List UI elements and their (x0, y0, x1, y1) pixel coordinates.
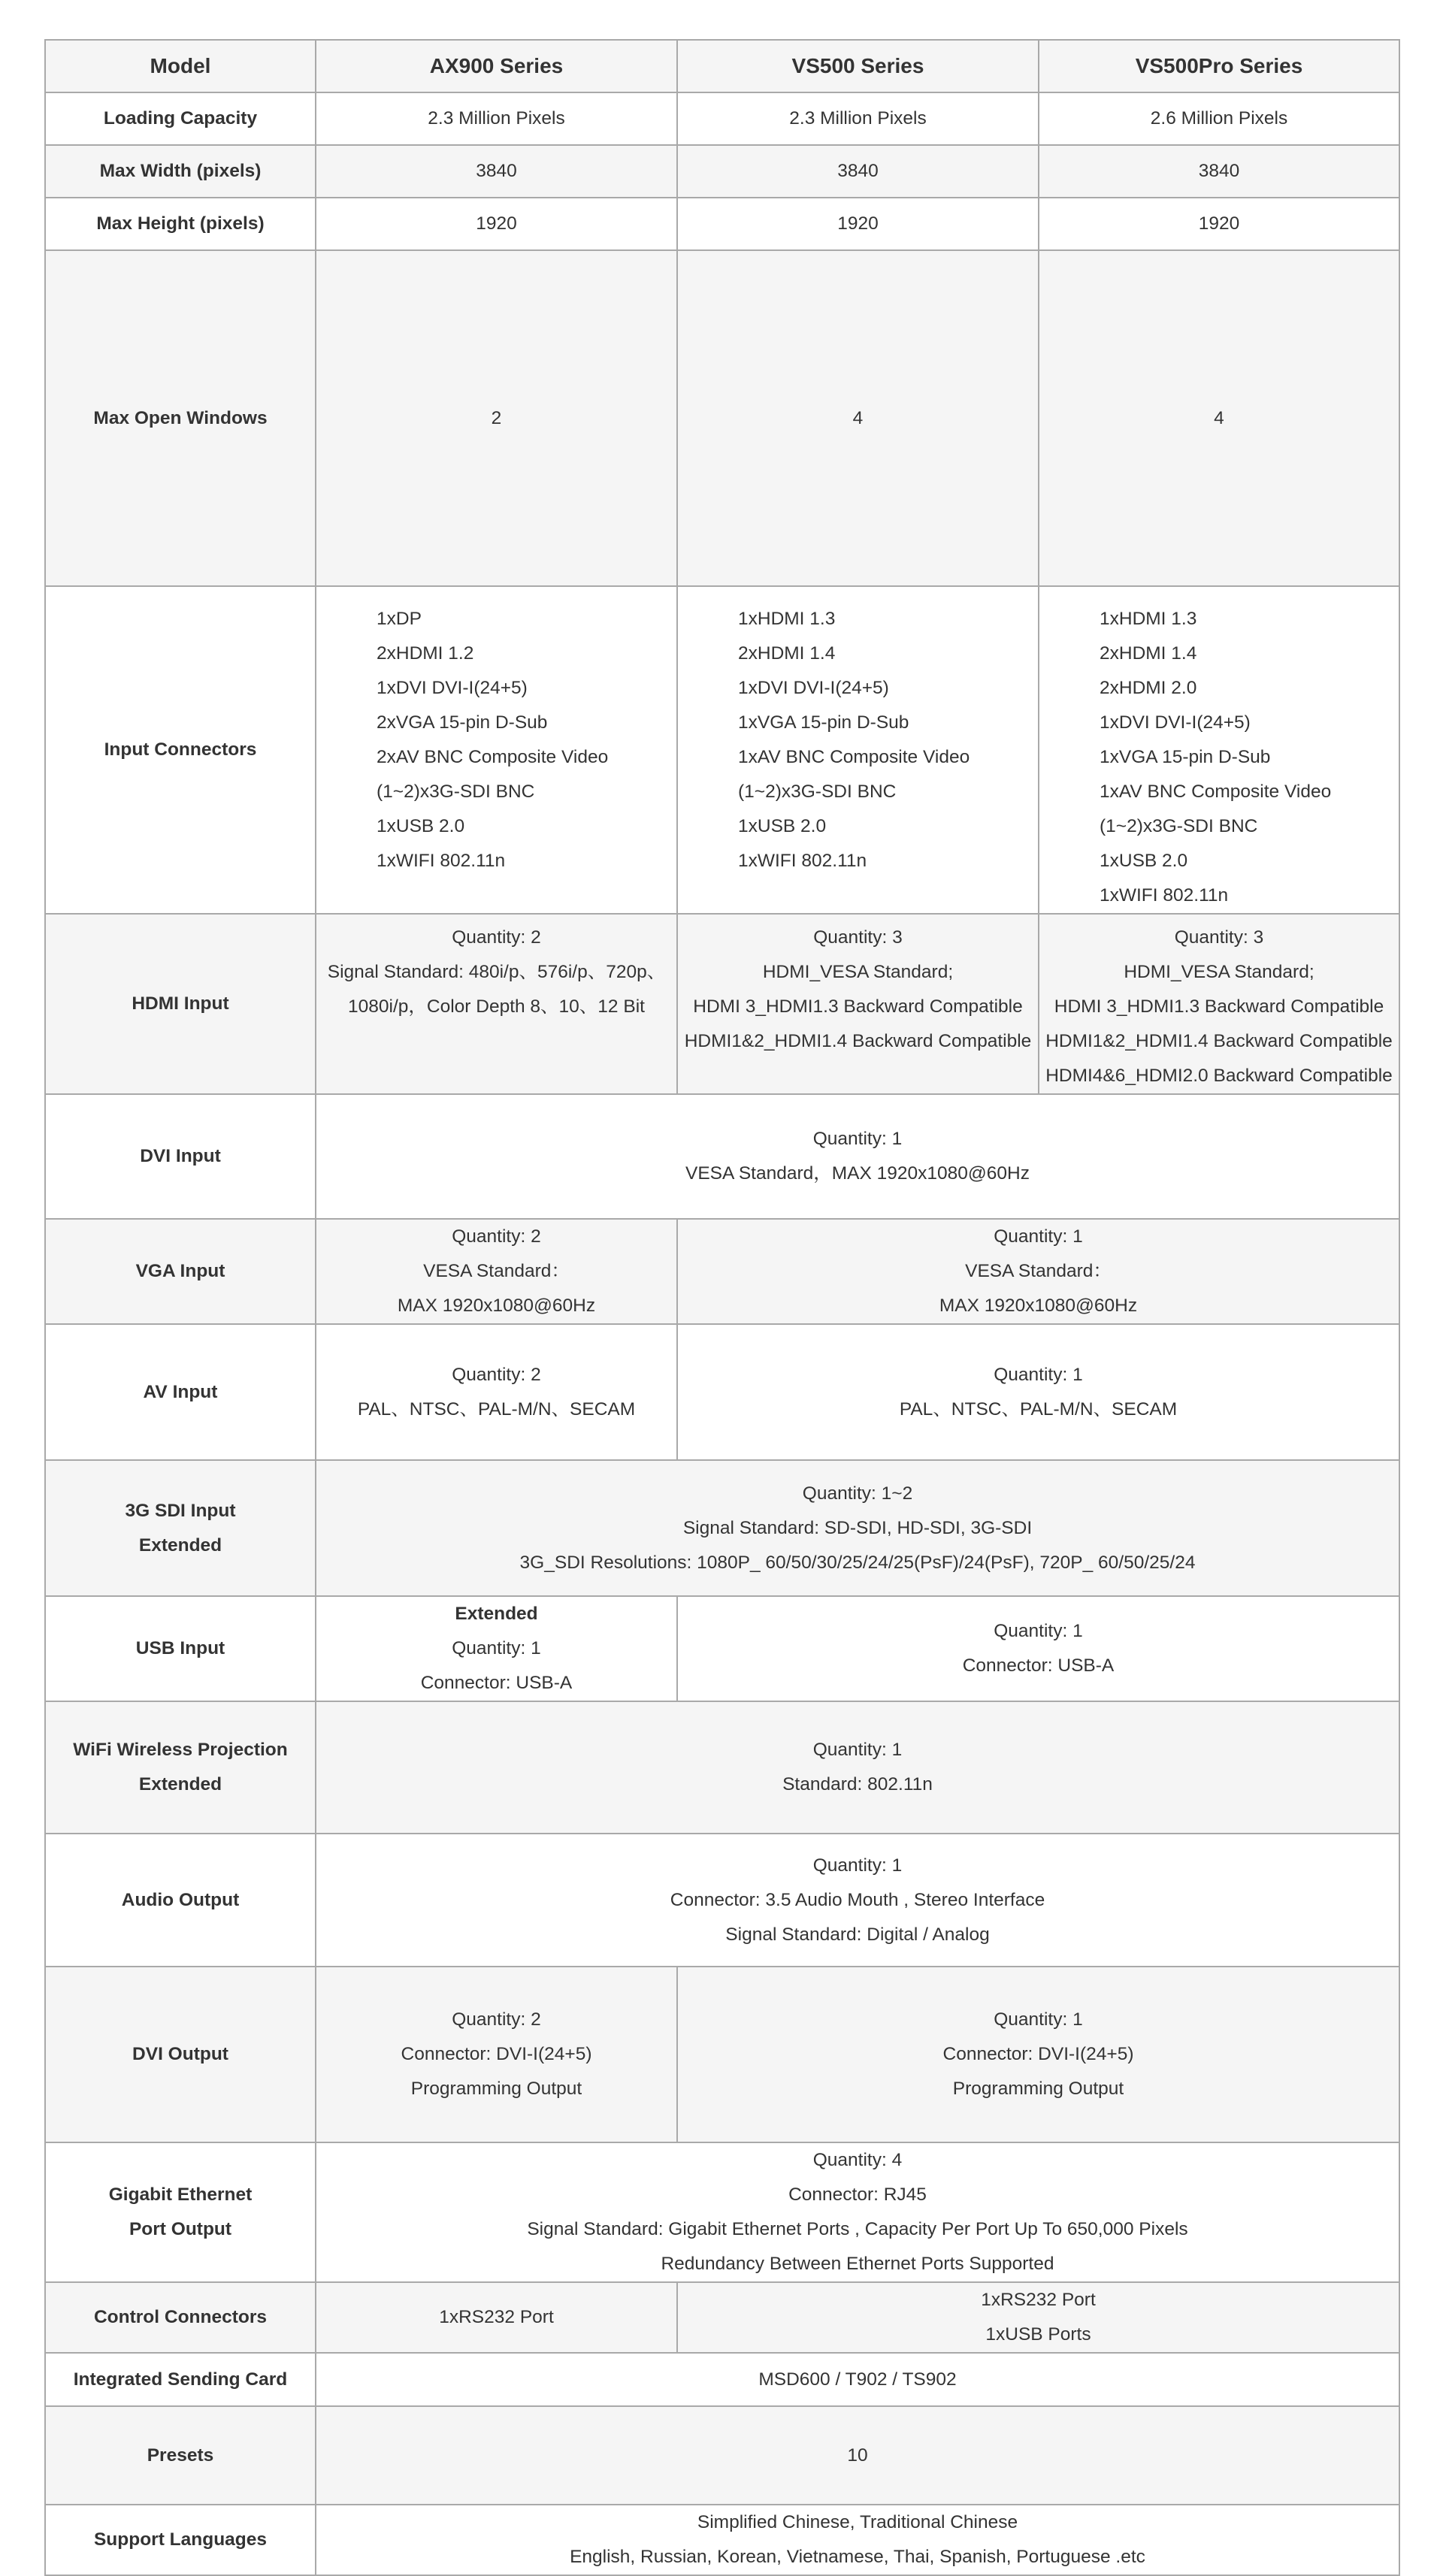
row-header (45, 1701, 316, 1834)
cell-text (681, 1358, 1396, 1427)
row-header (45, 1967, 316, 2142)
cell-line: Redundancy Between Ethernet Ports Supported (661, 2254, 1054, 2274)
table-row-presets (45, 2406, 1399, 2505)
cell-line: 2xHDMI 1.2 (377, 643, 474, 664)
cell-line: 2xHDMI 1.4 (738, 643, 836, 664)
row-header-line: Port Output (129, 2219, 232, 2239)
cell-text (681, 921, 1035, 1059)
cell-text (319, 207, 673, 241)
cell-line: 10 (847, 2444, 868, 2466)
table-cell (677, 198, 1039, 250)
cell-text (319, 401, 673, 436)
row-header-line: Max Height (pixels) (96, 213, 265, 234)
cell-text (319, 2143, 1396, 2281)
row-header-line: Gigabit Ethernet (108, 2184, 253, 2205)
cell-text (738, 602, 1035, 878)
table-cell (316, 1701, 1399, 1834)
cell-line: 1xUSB 2.0 (1100, 851, 1188, 871)
cell-line: PAL、NTSC、PAL-M/N、SECAM (899, 1398, 1178, 1420)
cell-line: 1xVGA 15-pin D-Sub (738, 712, 909, 733)
cell-line: (1~2)x3G-SDI BNC (738, 782, 897, 802)
cell-line: 3840 (1198, 161, 1240, 181)
cell-text (681, 154, 1035, 189)
row-header-line: Max Width (pixels) (99, 161, 262, 181)
table-cell (316, 2505, 1399, 2575)
cell-text (1042, 207, 1396, 241)
table-cell (1039, 92, 1399, 145)
table-cell (316, 145, 677, 198)
row-header (45, 1324, 316, 1460)
table-row-dvi-output (45, 1967, 1399, 2142)
row-header-line: Support Languages (93, 2529, 268, 2550)
cell-line: Quantity: 2 (452, 927, 541, 948)
cell-text (681, 207, 1035, 241)
table-cell (677, 250, 1039, 586)
cell-line: 1xVGA 15-pin D-Sub (1100, 747, 1271, 767)
table-cell (1039, 198, 1399, 250)
cell-line: Quantity: 2 (452, 1364, 541, 1385)
table-row-audio-output (45, 1834, 1399, 1967)
cell-line: Connector: USB-A (420, 1673, 573, 1693)
cell-line: 1xUSB Ports (985, 2324, 1091, 2345)
cell-line: Quantity: 1 (994, 1226, 1083, 1247)
cell-line: HDMI1&2_HDMI1.4 Backward Compatible (684, 1031, 1032, 1051)
cell-line: 2xAV BNC Composite Video (377, 747, 609, 767)
table-cell (316, 586, 677, 914)
table-cell (316, 1460, 1399, 1596)
cell-text (377, 602, 673, 878)
cell-line: VESA Standard： (423, 1261, 570, 1281)
cell-line: 1920 (1198, 213, 1240, 234)
table-row-control-connectors (45, 2282, 1399, 2353)
row-header (45, 2142, 316, 2282)
table-cell (677, 1967, 1399, 2142)
column-header-model: Model (45, 40, 316, 92)
cell-line: Quantity: 1~2 (802, 1483, 913, 1504)
row-header-line: Extended (138, 1774, 222, 1794)
table-cell (677, 92, 1039, 145)
cell-line: HDMI_VESA Standard; (1124, 962, 1314, 982)
cell-text (319, 2003, 673, 2106)
cell-line: Quantity: 1 (812, 1129, 903, 1149)
cell-line: Simplified Chinese, Traditional Chinese (697, 2512, 1018, 2532)
row-header-line: Input Connectors (104, 739, 257, 760)
cell-text (319, 1733, 1396, 1802)
cell-line: 2.6 Million Pixels (1150, 108, 1288, 128)
cell-line: Programming Output (410, 2079, 582, 2099)
row-header-line: Extended (138, 1534, 222, 1556)
row-header-line: WiFi Wireless Projection (73, 1740, 288, 1760)
cell-text (1042, 154, 1396, 189)
table-row-hdmi-input (45, 914, 1399, 1094)
table-cell (677, 145, 1039, 198)
cell-text (319, 921, 673, 1024)
cell-text (319, 2505, 1396, 2574)
row-header-line: Presets (147, 2444, 214, 2466)
table-cell (1039, 914, 1399, 1094)
table-cell (316, 198, 677, 250)
cell-line: HDMI 3_HDMI1.3 Backward Compatible (693, 996, 1023, 1017)
cell-text (319, 1477, 1396, 1580)
row-header-line: Control Connectors (93, 2307, 268, 2327)
cell-line: 1xUSB 2.0 (738, 816, 827, 836)
cell-line: Signal Standard: 480i/p、576i/p、720p、 (327, 962, 666, 982)
cell-text (681, 2283, 1396, 2352)
row-header (45, 250, 316, 586)
row-header (45, 1219, 316, 1324)
table-cell (316, 2142, 1399, 2282)
table-row-input-connectors (45, 586, 1399, 914)
row-header (45, 1834, 316, 1967)
table-cell (316, 1094, 1399, 1219)
cell-line: HDMI 3_HDMI1.3 Backward Compatible (1054, 996, 1384, 1017)
table-cell (316, 250, 677, 586)
cell-line: 1xWIFI 802.11n (1100, 885, 1229, 906)
cell-line: VESA Standard： (965, 1261, 1112, 1281)
cell-text (319, 1849, 1396, 1952)
cell-line: 1xDVI DVI-I(24+5) (1100, 712, 1251, 733)
table-cell (316, 1324, 677, 1460)
cell-line: English, Russian, Korean, Vietnamese, Thai, Spanish, Portuguese .etc (570, 2547, 1145, 2567)
table-row-max-width-pixels (45, 145, 1399, 198)
cell-line: Quantity: 2 (452, 1226, 541, 1247)
row-header-line: Loading Capacity (103, 108, 258, 128)
cell-text (319, 1358, 673, 1427)
table-cell (677, 2282, 1399, 2353)
cell-line: 4 (1214, 407, 1224, 428)
cell-line: Connector: USB-A (962, 1655, 1115, 1676)
cell-line: Extended (455, 1604, 538, 1624)
cell-line: 1xWIFI 802.11n (738, 851, 867, 871)
table-row-3g-sdi-input-extended (45, 1460, 1399, 1596)
row-header-line: DVI Input (140, 1146, 221, 1166)
cell-line: MSD600 / T902 / TS902 (758, 2369, 957, 2390)
cell-line: MAX 1920x1080@60Hz (397, 1296, 596, 1316)
cell-line: 1080i/p，Color Depth 8、10、12 Bit (348, 996, 645, 1017)
table-cell (1039, 250, 1399, 586)
cell-line: 1xUSB 2.0 (377, 816, 465, 836)
cell-line: Quantity: 1 (452, 1638, 541, 1658)
cell-line: MAX 1920x1080@60Hz (939, 1296, 1138, 1316)
table-row-max-open-windows (45, 250, 1399, 586)
cell-line: Quantity: 2 (452, 2009, 541, 2030)
cell-line: Quantity: 3 (813, 927, 903, 948)
table-cell (316, 914, 677, 1094)
cell-line: 2.3 Million Pixels (789, 108, 927, 128)
row-header (45, 914, 316, 1094)
table-row-av-input (45, 1324, 1399, 1460)
row-header (45, 92, 316, 145)
cell-text (319, 1597, 673, 1701)
row-header-line: USB Input (135, 1638, 225, 1658)
cell-line: Quantity: 1 (994, 1621, 1083, 1641)
row-header (45, 1596, 316, 1701)
cell-line: (1~2)x3G-SDI BNC (1100, 816, 1258, 836)
cell-line: Quantity: 1 (994, 2009, 1083, 2030)
cell-text (1100, 602, 1396, 913)
cell-line: 1920 (476, 213, 517, 234)
cell-line: 2.3 Million Pixels (428, 108, 565, 128)
cell-line: 3G_SDI Resolutions: 1080P_ 60/50/30/25/24/25(PsF)/24(PsF), 720P_ 60/50/25/24 (519, 1552, 1196, 1573)
cell-line: Standard: 802.11n (782, 1774, 933, 1794)
table-row-loading-capacity (45, 92, 1399, 145)
table-row-integrated-sending-card (45, 2353, 1399, 2406)
cell-text (319, 1122, 1396, 1191)
cell-line: Quantity: 1 (994, 1364, 1083, 1385)
cell-line: VESA Standard，MAX 1920x1080@60Hz (685, 1163, 1030, 1184)
table-cell (1039, 586, 1399, 914)
cell-text (1042, 101, 1396, 136)
cell-line: 1xDVI DVI-I(24+5) (377, 678, 528, 698)
cell-line: 1920 (837, 213, 879, 234)
table-row-gigabit-ethernet-port-output (45, 2142, 1399, 2282)
table-cell (316, 2282, 677, 2353)
row-header-line: DVI Output (132, 2044, 228, 2064)
table-cell (677, 1596, 1399, 1701)
cell-text (319, 2300, 673, 2335)
table-row-usb-input (45, 1596, 1399, 1701)
row-header (45, 198, 316, 250)
cell-line: 2xHDMI 1.4 (1100, 643, 1197, 664)
table-cell (677, 586, 1039, 914)
cell-line: Connector: 3.5 Audio Mouth , Stereo Interface (670, 1889, 1045, 1910)
cell-line: (1~2)x3G-SDI BNC (377, 782, 535, 802)
row-header (45, 145, 316, 198)
table-cell (316, 1967, 677, 2142)
table-row-vga-input (45, 1219, 1399, 1324)
cell-line: 1xDP (377, 609, 422, 629)
table-cell (316, 1596, 677, 1701)
table-cell (677, 914, 1039, 1094)
cell-text (681, 1220, 1396, 1323)
cell-line: 1xDVI DVI-I(24+5) (738, 678, 889, 698)
cell-line: 4 (852, 407, 864, 428)
table-cell (1039, 145, 1399, 198)
cell-text (319, 101, 673, 136)
column-header-ax900: AX900 Series (316, 40, 677, 92)
cell-text (319, 1220, 673, 1323)
row-header-line: Audio Output (121, 1889, 240, 1910)
cell-line: 1xHDMI 1.3 (738, 609, 836, 629)
cell-line: 1xWIFI 802.11n (377, 851, 506, 871)
row-header-line: VGA Input (135, 1261, 225, 1281)
cell-line: 1xRS232 Port (981, 2290, 1096, 2310)
table-row-wifi-wireless-projection-extended (45, 1701, 1399, 1834)
cell-line: 1xAV BNC Composite Video (1100, 782, 1332, 802)
row-header (45, 2406, 316, 2505)
cell-line: PAL、NTSC、PAL-M/N、SECAM (357, 1398, 636, 1420)
row-header-line: Integrated Sending Card (73, 2369, 288, 2390)
row-header (45, 2282, 316, 2353)
row-header (45, 1094, 316, 1219)
cell-text (319, 154, 673, 189)
cell-line: 3840 (476, 161, 517, 181)
header-row (45, 40, 1399, 92)
row-header-line: Max Open Windows (93, 407, 268, 428)
column-header-vs500: VS500 Series (677, 40, 1039, 92)
cell-line: 2 (491, 407, 502, 428)
cell-text (319, 2438, 1396, 2473)
cell-line: Connector: RJ45 (788, 2184, 927, 2205)
row-header-line: AV Input (143, 1381, 218, 1402)
cell-line: 2xVGA 15-pin D-Sub (377, 712, 548, 733)
table-cell (316, 2406, 1399, 2505)
cell-line: 3840 (837, 161, 879, 181)
cell-line: 1xHDMI 1.3 (1100, 609, 1197, 629)
cell-line: Signal Standard: SD-SDI, HD-SDI, 3G-SDI (682, 1517, 1033, 1538)
cell-text (319, 2363, 1396, 2397)
cell-text (1042, 401, 1396, 436)
cell-line: 1xAV BNC Composite Video (738, 747, 970, 767)
column-header-vs500pro: VS500Pro Series (1039, 40, 1399, 92)
cell-line: Programming Output (952, 2079, 1124, 2099)
spec-comparison-table (44, 39, 1400, 2576)
cell-line: Quantity: 3 (1174, 927, 1264, 948)
table-cell (316, 1834, 1399, 1967)
cell-line: Signal Standard: Digital / Analog (725, 1924, 990, 1945)
table-row-support-languages (45, 2505, 1399, 2575)
table-cell (316, 92, 677, 145)
cell-line: Quantity: 1 (812, 1740, 903, 1760)
cell-text (681, 2003, 1396, 2106)
row-header (45, 1460, 316, 1596)
table-row-max-height-pixels (45, 198, 1399, 250)
cell-text (681, 401, 1035, 436)
table-cell (677, 1219, 1399, 1324)
table-cell (677, 1324, 1399, 1460)
row-header-line: HDMI Input (132, 993, 229, 1014)
table-cell (316, 1219, 677, 1324)
table-row-dvi-input (45, 1094, 1399, 1219)
cell-text (681, 1614, 1396, 1683)
row-header (45, 2353, 316, 2406)
cell-line: Connector: DVI-I(24+5) (942, 2044, 1134, 2064)
cell-line: Connector: DVI-I(24+5) (401, 2044, 592, 2064)
row-header-line: 3G SDI Input (125, 1500, 236, 1521)
row-header (45, 586, 316, 914)
cell-line: Signal Standard: Gigabit Ethernet Ports , Capacity Per Port Up To 650,000 Pixels (527, 2219, 1188, 2239)
cell-text (681, 101, 1035, 136)
table-cell (316, 2353, 1399, 2406)
cell-line: HDMI4&6_HDMI2.0 Backward Compatible (1045, 1066, 1393, 1086)
cell-line: Quantity: 1 (812, 1855, 903, 1876)
cell-line: HDMI1&2_HDMI1.4 Backward Compatible (1045, 1031, 1393, 1051)
cell-line: 2xHDMI 2.0 (1100, 678, 1197, 698)
cell-line: 1xRS232 Port (439, 2307, 554, 2327)
spec-table-body (45, 40, 1399, 2575)
row-header (45, 2505, 316, 2575)
cell-line: HDMI_VESA Standard; (762, 962, 954, 982)
cell-text (1042, 921, 1396, 1093)
cell-line: Quantity: 4 (812, 2150, 903, 2170)
